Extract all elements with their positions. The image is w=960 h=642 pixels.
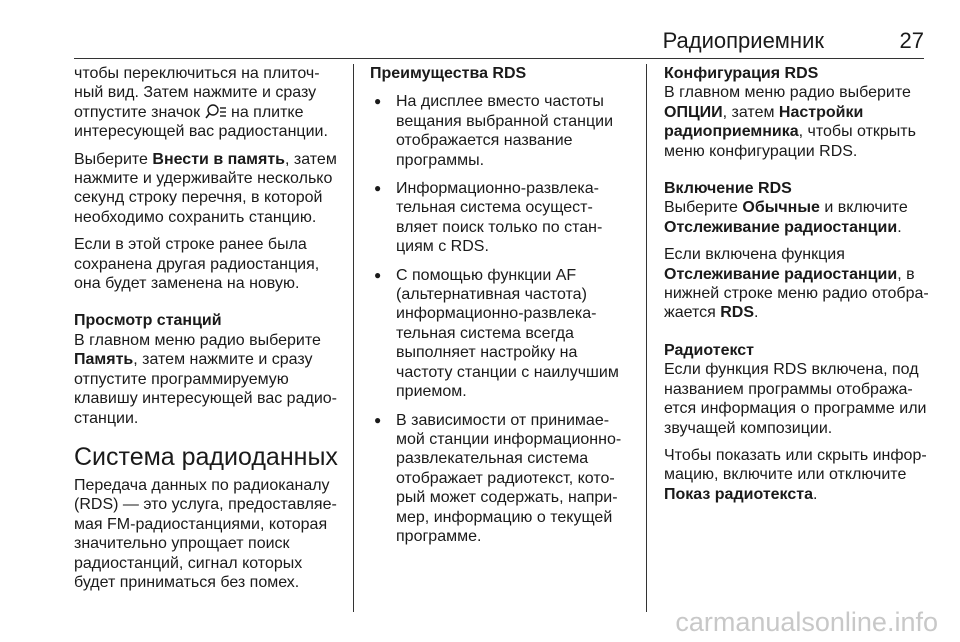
show-radiotext-label: Показ радиотекста [664,485,813,503]
column-2 [370,64,632,555]
paragraph-tile-view: чтобы переключиться на плиточ-ный вид. Затем нажмите и сразу отпустите значок на плитке интересующей вас радиостанции. [74,65,328,141]
paragraph-rds-intro: Передача данных по радиоканалу (RDS) — это услуга, предоставляе-мая FM-радиостанциями, которая значительно упрощает поиск радиостанций, сигнал которых будет приниматься без помех. [74,476,337,591]
heading-enable-rds: Включение RDS [664,180,792,198]
store-option: Внести в память [152,150,285,168]
memory-option: Память [74,351,134,369]
paragraph-store: Выберите Внести в память, затем нажмите и удерживайте несколько секунд строку перечня, в которой необходимо сохранить станцию. [74,150,337,226]
heading-rds-advantages: Преимущества RDS [370,65,527,82]
column-1 [74,64,344,600]
options-label: ОПЦИИ [664,103,723,121]
paragraph-view: В главном меню радио выберите Память, затем нажмите и сразу отпустите программируемую клавишу интересующей вас радио-станции. [74,331,337,427]
rds-label: RDS [720,304,755,322]
header-rule [74,58,924,59]
station-tracking-label-2: Отслеживание радиостанции [664,265,898,283]
paragraph-show-radiotext: Чтобы показать или скрыть инфор-мацию, включите или отключите Показ радиотекста. [664,446,927,503]
page-title: Радиоприемник [662,28,824,53]
paragraph-radiotext: Если функция RDS включена, под названием программы отобража-ется информация о программе или звучащей композиции. [664,361,927,437]
advantages-list [370,92,632,546]
page-number: 27 [899,28,924,53]
heading-radiotext: Радиотекст [664,341,754,359]
column-divider-1 [353,64,354,612]
paragraph-enable: Выберите Обычные и включите Отслеживание радиостанции. [664,199,908,236]
paragraph-overwrite: Если в этой строке ранее была сохранена другая радиостанция, она будет заменена на новую. [74,236,320,293]
station-tracking-label: Отслеживание радиостанции [664,218,898,236]
paragraph-tracking: Если включена функция Отслеживание радиостанции, в нижней строке меню радио отобра-жается RDS. [664,246,929,322]
list-item: ● На дисплее вместо частоты вещания выбранной станции отображается название программы. [370,92,632,170]
paragraph-config: В главном меню радио выберите ОПЦИИ, затем Настройки радиоприемника, чтобы открыть меню конфигурации RDS. [664,84,916,160]
column-divider-2 [646,64,647,612]
general-label: Обычные [742,199,820,217]
heading-rds-config: Конфигурация RDS [664,65,819,82]
radio-settings-label: Настройки радиоприемника [664,103,864,141]
heading-view-stations: Просмотр станций [74,312,222,330]
list-item: ● С помощью функции AF (альтернативная частота) информационно-развлека-тельная система всегда выполняет настройку на частоту станции с наилучшим приемом. [370,266,632,402]
column-3 [664,64,930,512]
watermark: carmanualsonline.info [675,607,938,637]
list-item: ● Информационно-развлека-тельная система осущест-вляет поиск только по стан-циям с RDS. [370,179,632,257]
list-item: ● В зависимости от принимае-мой станции информационно-развлекательная система отображает радиотекст, кото-рый может содержать, напри-мер, информацию о текущей программе. [370,411,632,547]
favorites-list-icon [205,103,227,119]
heading-rds-system: Система радиоданных [74,442,338,471]
